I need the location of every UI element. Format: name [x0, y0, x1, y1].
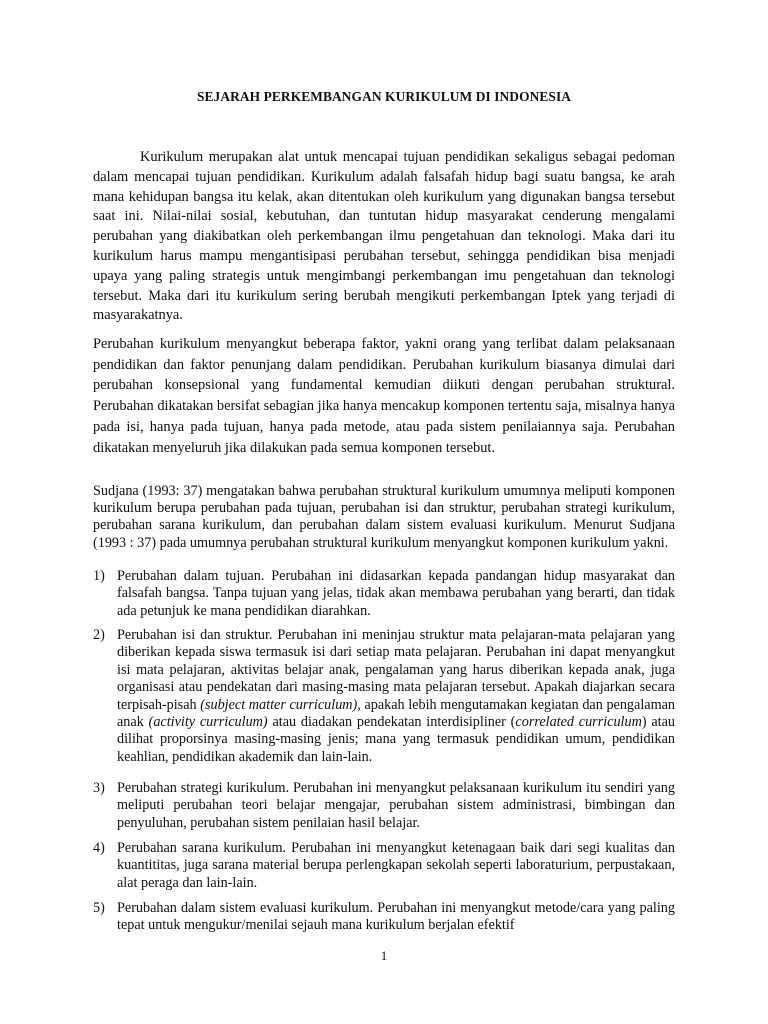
document-title: SEJARAH PERKEMBANGAN KURIKULUM DI INDONESIA — [196, 89, 572, 104]
list-text: Perubahan isi dan struktur. Perubahan ini meninjau struktur mata pelajaran-mata pelajaran yang diberikan kepada siswa termasuk isi dari setiap mata pelajaran. Perubahan ini dapat menyangkut isi mata pelajaran, aktivitas belajar anak, pengalaman yang harus diberikan kepada anak, juga organisasi atau pendekatan dari masing-masing mata pelajaran tersebut. Apakah diajarkan secara terpisah-pisah — [117, 627, 675, 713]
list-item — [93, 568, 675, 620]
list-item — [93, 627, 675, 766]
list-item — [93, 780, 675, 832]
list-text-italic: (activity curriculum) — [148, 714, 268, 731]
list-text: ) atau dilihat proporsinya masing-masing jenis; mana yang termasuk pendidikan umum, pendidikan keahlian, pendidikan akademik dan lain-lain. — [117, 714, 675, 765]
page-number: 1 — [380, 948, 388, 963]
list-number: 4) — [93, 840, 105, 856]
list-text: Perubahan dalam sistem evaluasi kurikulum. Perubahan ini menyangkut metode/cara yang paling tepat untuk mengukur/menilai sejauh mana kurikulum berjalan efektif — [117, 900, 675, 934]
paragraph-3: Sudjana (1993: 37) mengatakan bahwa perubahan struktural kurikulum umumnya meliputi komponen kurikulum berupa perubahan pada tujuan, perubahan isi dan struktur, perubahan strategi kurikulum, perubahan sarana kurikulum, dan perubahan dalam sistem evaluasi kurikulum. Menurut Sudjana (1993 : 37) pada umumnya perubahan struktural kurikulum menyangkut komponen kurikulum yakni. — [93, 483, 675, 551]
list-text-italic: (subject matter curriculum) — [200, 696, 358, 713]
list-number: 2) — [93, 627, 105, 643]
list-text: Perubahan sarana kurikulum. Perubahan ini menyangkut ketenagaan baik dari segi kualitas dan kuantititas, juga sarana material berupa perlengkapan sekolah seperti laboraturium, perpustakaan, alat peraga dan lain-lain. — [117, 840, 675, 891]
list-item — [93, 840, 675, 892]
list-number: 5) — [93, 900, 105, 916]
list-text: Perubahan strategi kurikulum. Perubahan ini menyangkut pelaksanaan kurikulum itu sendiri yang meliputi perubahan teori belajar mengajar, perubahan sistem administrasi, bimbingan dan penyuluhan, perubahan sistem penilaian hasil belajar. — [117, 780, 675, 831]
list-text: Perubahan dalam tujuan. Perubahan ini didasarkan kepada pandangan hidup masyarakat dan falsafah bangsa. Tanpa tujuan yang jelas, tidak akan membawa perubahan yang berarti, dan tidak ada petunjuk ke mana pendidikan diarahkan. — [117, 568, 675, 619]
list-text: , apakah lebih mengutamakan kegiatan dan pengalaman anak — [117, 696, 675, 731]
list-text: atau diadakan pendekatan interdisipliner ( — [267, 714, 516, 731]
list-number: 1) — [93, 568, 105, 584]
paragraph-1: Kurikulum merupakan alat untuk mencapai tujuan pendidikan sekaligus sebagai pedoman dalam mencapai tujuan pendidikan. Kurikulum adalah falsafah hidup bagi suatu bangsa, ke arah mana kehidupan bangsa itu kelak, akan ditentukan oleh kurikulum yang digunakan bangsa tersebut saat ini. Nilai-nilai sosial, kebutuhan, dan tuntutan hidup masyarakat cenderung mengalami perubahan yang diakibatkan oleh perkembangan ilmu pengetahuan dan teknologi. Maka dari itu kurikulum harus mampu mengantisipasi perubahan tersebut, sehingga pendidikan bisa menjadi upaya yang paling strategis untuk mengimbangi perkembangan imu pengetahuan dan teknologi tersebut. Maka dari itu kurikulum sering berubah mengikuti perkembangan Iptek yang terjadi di masyarakatnya. — [93, 149, 675, 324]
paragraph-2: Perubahan kurikulum menyangkut beberapa faktor, yakni orang yang terlibat dalam pelaksanaan pendidikan dan faktor penunjang dalam pendidikan. Perubahan kurikulum biasanya dimulai dari perubahan konsepsional yang fundamental kemudian diikuti dengan perubahan struktural. Perubahan dikatakan bersifat sebagian jika hanya mencakup komponen tertentu saja, misalnya hanya pada isi, hanya pada tujuan, hanya pada metode, atau pada sistem penilaiannya saja. Perubahan dikatakan menyeluruh jika dilakukan pada semua komponen tersebut. — [93, 336, 675, 456]
list-number: 3) — [93, 780, 105, 796]
list-item — [93, 900, 675, 935]
list-text-italic: correlated curriculum — [515, 714, 642, 731]
